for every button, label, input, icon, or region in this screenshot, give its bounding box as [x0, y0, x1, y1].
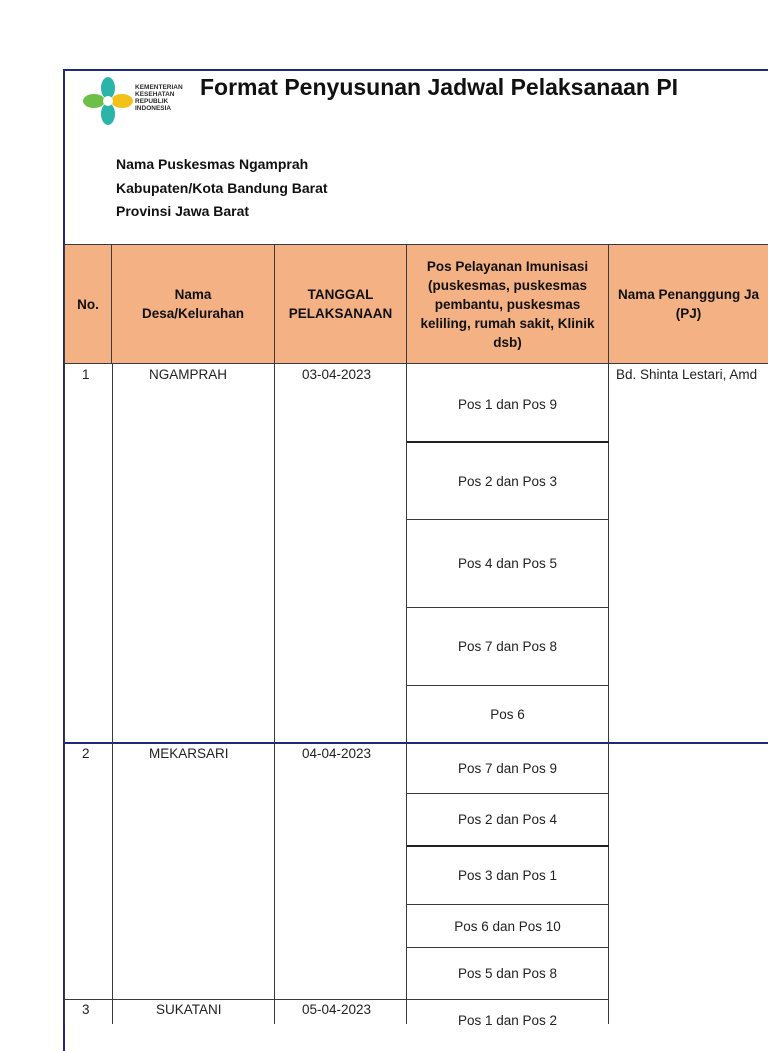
row-1-pos-5: Pos 6 [490, 706, 525, 722]
row-3-pos-1: Pos 1 dan Pos 2 [457, 1012, 558, 1028]
row-1-tanggal: 03-04-2023 [302, 367, 372, 382]
col-header-desa: Nama Desa/Kelurahan [112, 244, 275, 364]
logo-line: INDONESIA [135, 105, 172, 112]
page-title: Format Penyusunan Jadwal Pelaksanaan PI [200, 74, 679, 100]
row-1-desa: NGAMPRAH [149, 367, 228, 382]
row-1-pos-1: Pos 1 dan Pos 9 [457, 396, 558, 412]
row-1-pos-3: Pos 4 dan Pos 5 [457, 556, 558, 571]
col-header-pj [609, 244, 768, 364]
kemenkes-logo-icon [82, 75, 134, 127]
row-2-tanggal: 04-04-2023 [302, 746, 372, 761]
row-2-pos-4: Pos 6 dan Pos 10 [454, 918, 561, 934]
logo-wordmark [135, 84, 183, 112]
row-3-no: 3 [82, 1002, 90, 1017]
col-header-tanggal: TANGGAL PELAKSANAAN [275, 244, 407, 364]
row-2-no: 2 [82, 746, 90, 761]
row-3-tanggal: 05-04-2023 [302, 1002, 372, 1017]
grid-line [64, 364, 65, 1024]
logo-line: REPUBLIK [135, 98, 169, 105]
logo-line: KESEHATAN [135, 91, 175, 98]
row-2-pos-5: Pos 5 dan Pos 8 [457, 966, 558, 981]
row-1-pos-4: Pos 7 dan Pos 8 [457, 638, 558, 654]
puskesmas-name: Nama Puskesmas Ngamprah [116, 156, 309, 172]
row-2-pos-2: Pos 2 dan Pos 4 [457, 812, 558, 827]
row-2-desa: MEKARSARI [149, 746, 229, 761]
grid-line [112, 364, 113, 1024]
row-1-no: 1 [82, 367, 90, 382]
logo-line: KEMENTERIAN [135, 84, 183, 91]
grid-line [274, 364, 275, 1024]
row-3-desa: SUKATANI [156, 1002, 222, 1017]
row-1-pos-2: Pos 2 dan Pos 3 [457, 473, 558, 489]
col-header-pos: Pos Pelayanan Imunisasi (puskesmas, puskesmas pembantu, puskesmas keliling, rumah sakit, Klinik dsb) [407, 244, 609, 364]
grid-line [608, 364, 609, 1024]
row-2-pos-3: Pos 3 dan Pos 1 [457, 868, 558, 883]
row-2-pos-1: Pos 7 dan Pos 9 [457, 761, 558, 776]
row-1-pj: Bd. Shinta Lestari, Amd [616, 367, 758, 382]
col-header-no: No. [64, 244, 112, 364]
row-separator [64, 999, 609, 1000]
provinsi-name: Provinsi Jawa Barat [116, 203, 250, 219]
col-header-pj-label: Nama Penanggung Ja (PJ) [617, 287, 760, 321]
kabupaten-name: Kabupaten/Kota Bandung Barat [116, 180, 328, 196]
